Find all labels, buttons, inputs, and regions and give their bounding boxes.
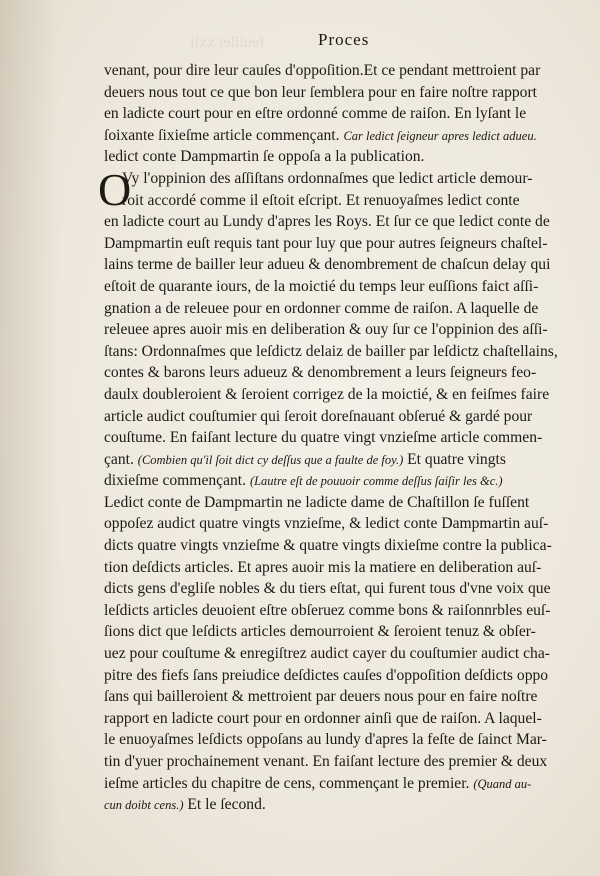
text-line: Vy l'oppinion des aſſiſtans ordonnaſmes que ledict article demour-	[122, 169, 533, 187]
text-line: ſtans: Ordonnaſmes que leſdictz delaiz de bailler par leſdictz chaſtellains,	[104, 342, 558, 360]
text-line: pitre des fiefs ſans preiudice deſdictes cauſes d'oppoſition deſdicts oppo	[104, 666, 549, 684]
text-line	[104, 794, 586, 816]
text-line: gnation a de releuee pour en ordonner comme de raiſon. A laquelle de	[104, 299, 539, 317]
quoted-incipit: (Lautre eſt de pouuoir comme deſſus ſaiſir les &c.)	[249, 474, 503, 489]
text-line: couſtume. En faiſant lecture du quatre vingt vnzieſme article commen-	[104, 429, 543, 447]
text-line: tion deſdicts articles. Et apres auoir mis la matiere en deliberation auſ-	[104, 558, 542, 576]
text-line: releuee apres auoir mis en deliberation & ouy ſur ce l'oppinion des aſſi-	[104, 321, 548, 339]
text-line: deuers nous tout ce que bon leur ſemblera pour en faire noſtre rapport	[104, 83, 538, 101]
quoted-incipit: Car ledict ſeigneur apres ledict adueu.	[343, 128, 537, 143]
quoted-incipit: (Quand au-	[473, 776, 532, 791]
text-line: uez pour couſtume & enregiſtrez audict cayer du couſtumier audict cha-	[104, 645, 550, 663]
text-line: oppoſez audict quatre vingts vnzieſme, & ledict conte Dampmartin auſ-	[104, 515, 549, 533]
text-line: contes & barons leurs adueuz & denombrement a leurs ſeigneurs feo-	[104, 364, 537, 382]
drop-capital: O	[98, 163, 132, 215]
body-text	[98, 60, 586, 816]
text-line: venant, pour dire leur cauſes d'oppoſition.Et ce pendant mettroient par	[104, 62, 541, 79]
show-through-text: feuillet xxii	[190, 34, 265, 51]
text-line	[104, 470, 586, 492]
text-line: ſions dict que leſdicts articles demourroient & ſeroient tenuz & obſer-	[104, 623, 536, 641]
text-line: le enuoyaſmes leſdicts oppoſans au lundy d'apres la feſte de ſainct Mar-	[104, 731, 547, 749]
text-line: ſans qui bailleroient & mettroient par deuers nous pour en faire noſtre	[104, 688, 538, 706]
text-line: dicts quatre vingts vnzieſme & quatre vingts dixieſme contre la publica-	[104, 537, 552, 555]
text-line: Ledict conte de Dampmartin ne ladicte dame de Chaſtillon ſe fuſſent	[104, 493, 530, 511]
text-line	[104, 773, 586, 795]
text-line: eſtoit de quarante iours, de la moictié du temps leur euſſions faict aſſi-	[104, 277, 539, 295]
text-run: dixieſme commençant.	[104, 472, 247, 490]
text-line: rapport en ladicte court pour en ordonner ainſi que de raiſon. A laquel-	[104, 709, 542, 727]
dropcap-block	[98, 163, 586, 215]
text-line	[104, 449, 586, 471]
text-line: leſdicts articles deuoient eſtre obſeruez comme bons & raiſonnrbles euſ-	[104, 601, 551, 619]
text-run: ſoixante ſixieſme article commençant.	[104, 126, 340, 144]
quoted-incipit: cun doibt cens.)	[104, 798, 184, 813]
text-line	[104, 125, 586, 147]
text-line: article audict couſtumier qui ſeroit doreſnauant obſerué & gardé pour	[104, 407, 533, 425]
text-run: ieſme articles du chapitre de cens, commençant le premier.	[104, 774, 470, 792]
text-line: dicts gens d'egliſe nobles & du tiers eſtat, qui furent tous d'vne voix que	[104, 580, 551, 598]
text-line: tin d'yuer prochainement venant. En faiſant lecture des premier & deux	[104, 753, 548, 770]
text-line: roit accordé comme il eſtoit eſcript. Et renuoyaſmes ledict conte	[122, 191, 520, 209]
text-line: en ladicte court pour en eſtre ordonné comme de raiſon. En lyſant le	[104, 105, 527, 123]
text-line: daulx doubleroient & ſeroient corrigez de la moictié, & en feiſmes faire	[104, 385, 550, 403]
text-run: Et quatre vingts	[407, 450, 506, 468]
gutter-shadow	[0, 0, 60, 876]
running-head: Proces	[318, 30, 370, 49]
text-line: en ladicte court au Lundy d'apres les Roys. Et ſur ce que ledict conte de	[104, 213, 550, 231]
text-run: çant.	[104, 450, 134, 468]
text-run: Et le ſecond.	[187, 796, 266, 814]
text-line: lains terme de bailler leur adueu & denombrement de chaſcun delay qui	[104, 256, 551, 274]
quoted-incipit: (Combien qu'il ſoit dict cy deſſus que a faulte de foy.)	[137, 452, 404, 467]
text-line: ledict conte Dampmartin ſe oppoſa a la publication.	[104, 148, 425, 166]
text-line: Dampmartin euſt requis tant pour luy que pour autres ſeigneurs chaſtel-	[104, 234, 548, 252]
